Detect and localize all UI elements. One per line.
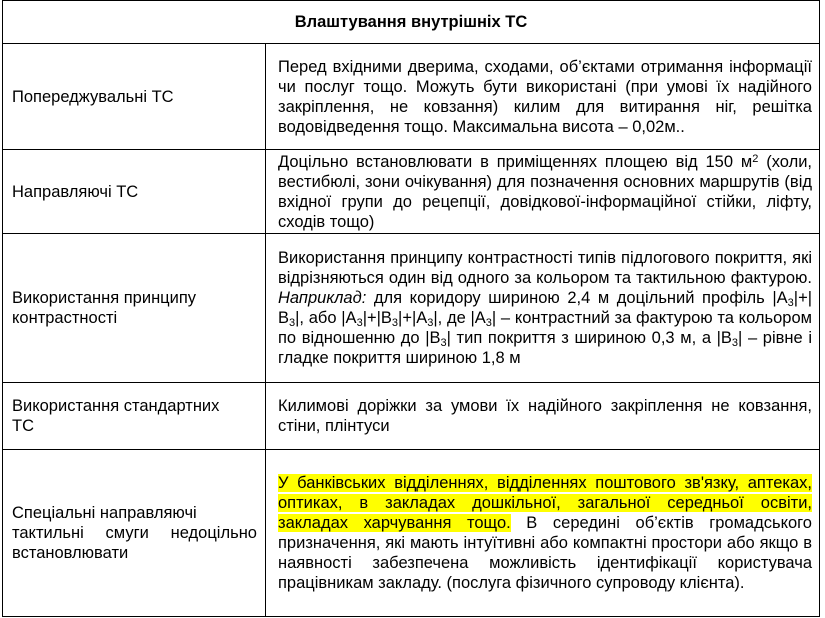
ts-table bbox=[2, 0, 820, 617]
row-label: Спеціальні направляючі тактильні смуги недоцільно встановлювати bbox=[3, 450, 266, 617]
table-row bbox=[3, 150, 820, 234]
row-description: Доцільно встановлювати в приміщеннях площею від 150 $м^2$ (холи, вестибюлі, зони очікування) для позначення основних маршрутів (від вхідної групи до рецепції, довідкової-інформаційної стійки, ліфту, сходів тощо) bbox=[266, 150, 820, 234]
highlighted-text: У банківських відділеннях, відділеннях поштового зв'язку, аптеках, оптиках, в закладах дошкільної, загальної середньої освіти, закладах харчування тощо. bbox=[278, 474, 812, 532]
table-row bbox=[3, 450, 820, 617]
table-header-row bbox=[3, 1, 820, 44]
row-description: У банківських відділеннях, відділеннях поштового зв'язку, аптеках, оптиках, в закладах дошкільної, загальної середньої освіти, закладах харчування тощо. В середині об’єктів громадського призначення, які мають інтуїтивні або компактні простори або якщо в наявності забезпечена можливість ідентифікації користувача працівникам закладу. (послуга фізичного супроводу клієнта). bbox=[266, 450, 820, 617]
row-label: Використання принципу контрастності bbox=[3, 234, 266, 383]
table-title: Влаштування внутрішніх ТС bbox=[3, 1, 820, 44]
table-row bbox=[3, 44, 820, 150]
row-label: Попереджувальні ТС bbox=[3, 44, 266, 150]
table-row bbox=[3, 383, 820, 450]
row-description: Використання принципу контрастності типів підлогового покриття, які відрізняються один від одного за кольором та тактильною фактурою. Наприклад: для коридору шириною 2,4 м доцільний профіль $|А_3|+|В_3|$, або $|А_3|+|В_3|+|А_3|$, де $|А_3|$ – контрастний за фактурою та кольором по відношенню до $|В_3|$ тип покриття з шириною 0,3 м, а $|В_3|$ – рівне і гладке покриття шириною 1,8 м bbox=[266, 234, 820, 383]
row-description: Килимові доріжки за умови їх надійного закріплення не ковзання, стіни, плінтуси bbox=[266, 383, 820, 450]
row-description: Перед вхідними дверима, сходами, об’єктами отримання інформації чи послуг тощо. Можуть бути використані (при умові їх надійного закріплення, не ковзання) килим для витирання ніг, решітка водовідведення тощо. Максимальна висота – 0,02м.. bbox=[266, 44, 820, 150]
table-row bbox=[3, 234, 820, 383]
row-label: Використання стандартних ТС bbox=[3, 383, 266, 450]
row-label: Направляючі ТС bbox=[3, 150, 266, 234]
